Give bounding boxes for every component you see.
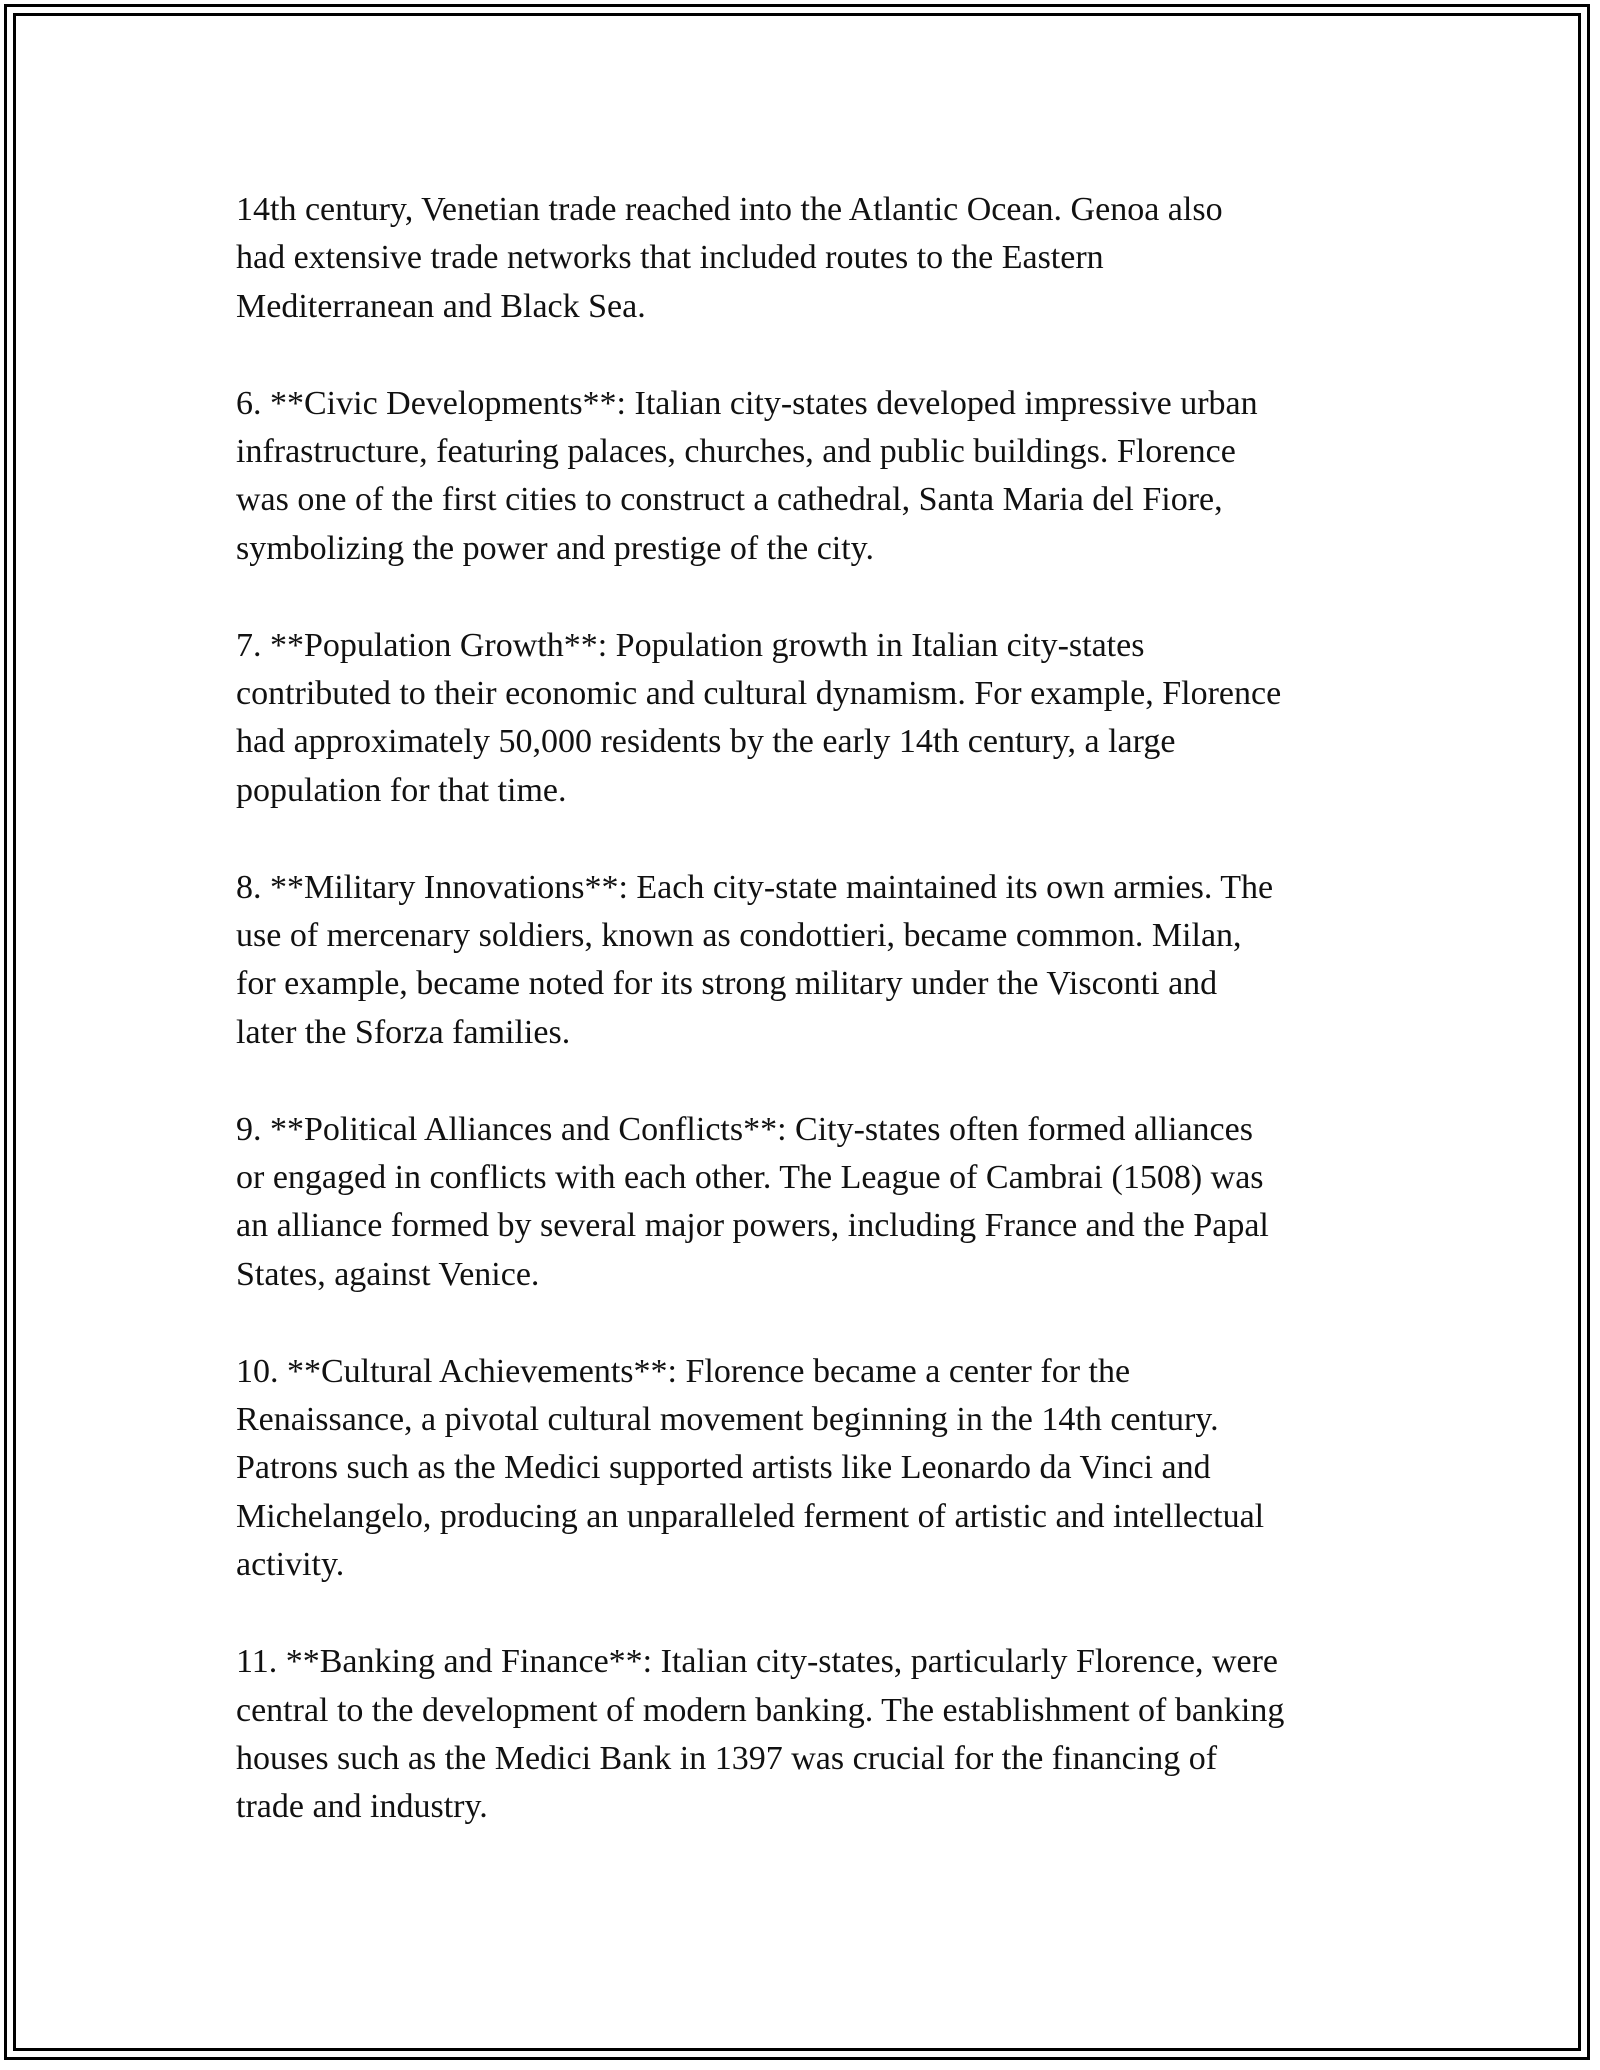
paragraph-cultural-achievements: 10. **Cultural Achievements**: Florence became a center for the Renaissance, a pivotal cultural movement beginning in the 14th century. Patrons such as the Medici supported artists like Leonardo da Vinci and Michelangelo, producing an unparalleled ferment of artistic and intellectual activity. bbox=[236, 1352, 1265, 1584]
paragraph-banking-finance: 11. **Banking and Finance**: Italian city-states, particularly Florence, were central to the development of modern banking. The establishment of banking houses such as the Medici Bank in 1397 was crucial for the financing of trade and industry. bbox=[236, 1643, 1285, 1826]
document-body bbox=[236, 186, 1376, 1880]
paragraph-political-alliances: 9. **Political Alliances and Conflicts**: City-states often formed alliances or engaged in conflicts with each other. The League of Cambrai (1508) was an alliance formed by several major powers, including France and the Papal States, against Venice. bbox=[236, 1110, 1269, 1293]
paragraph-military-innovations: 8. **Military Innovations**: Each city-state maintained its own armies. The use of mercenary soldiers, known as condottieri, became common. Milan, for example, became noted for its strong military under the Visconti and later the Sforza families. bbox=[236, 868, 1274, 1051]
paragraph-trade-continuation: 14th century, Venetian trade reached into the Atlantic Ocean. Genoa also had extensive trade networks that included routes to the Eastern Mediterranean and Black Sea. bbox=[236, 191, 1223, 325]
paragraph-civic-developments: 6. **Civic Developments**: Italian city-states developed impressive urban infrastructure, featuring palaces, churches, and public buildings. Florence was one of the first cities to construct a cathedral, Santa Maria del Fiore, symbolizing the power and prestige of the city. bbox=[236, 384, 1258, 567]
paragraph-population-growth: 7. **Population Growth**: Population growth in Italian city-states contributed to their economic and cultural dynamism. For example, Florence had approximately 50,000 residents by the early 14th century, a large population for that time. bbox=[236, 626, 1282, 809]
